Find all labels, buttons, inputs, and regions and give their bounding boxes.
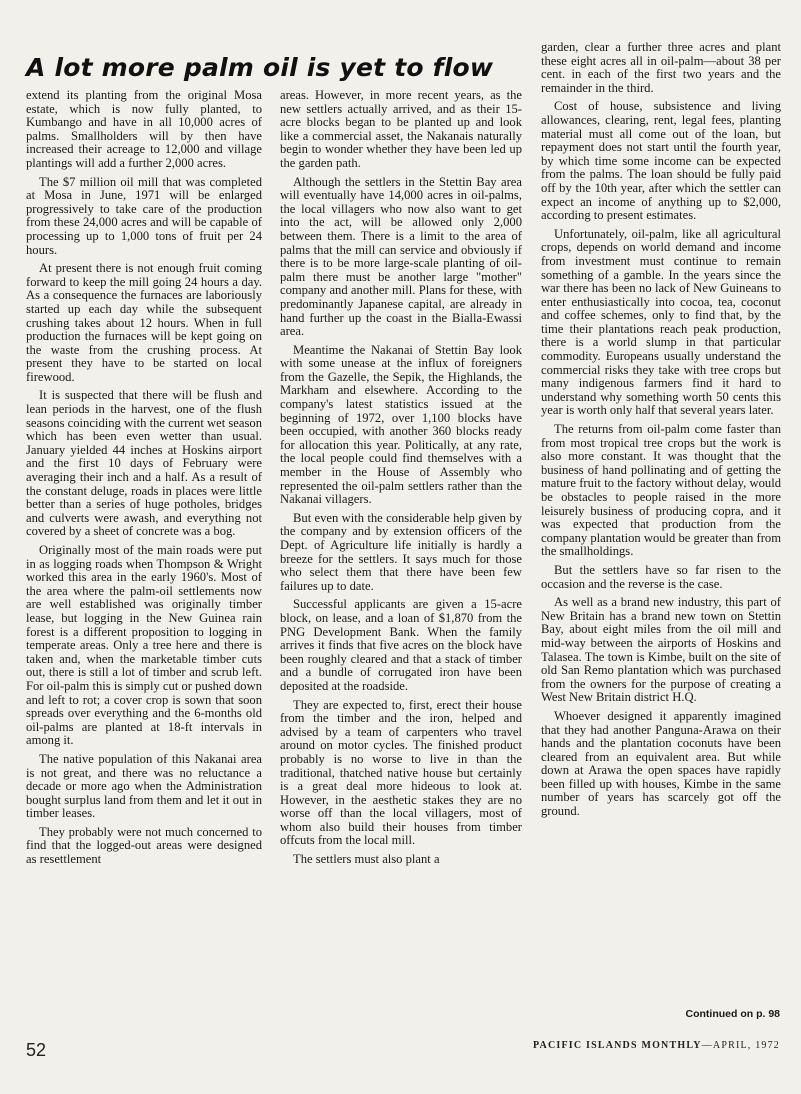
running-footer xyxy=(470,1040,780,1051)
paragraph: The native population of this Nakanai area is not great, and there was no reluctance a decade or more ago when the Administration bought surplus land from them and let it out in timber leases. xyxy=(26,751,262,821)
paragraph: Cost of house, subsistence and living allowances, clearing, rent, legal fees, planting material must all come out of the loan, but repayment does not start until the fourth year, by which time some income can be expected from the palms. The loan should be fully paid off by the 10th year, after which the settler can expect an income of anything up to $2,000, according to present estimates. xyxy=(541,99,781,223)
paragraph: It is suspected that there will be flush and lean periods in the harvest, one of the flush seasons coinciding with the current wet season which has been even wetter than usual. January yielded 44 inches at Hoskins airport and the first 10 days of February were averaging their inch and a half. As a result of the constant deluge, roads in places were little better than a series of huge potholes, bridges and culverts were awash, and everything not covered by a sheet of concrete was a bog. xyxy=(26,388,262,539)
column-2 xyxy=(280,89,522,1029)
paragraph: The returns from oil-palm come faster than from most tropical tree crops but the work is also more constant. It was thought that the business of hand pollinating and of getting the mature fruit to the factory without delay, would be obstacles to people raised in the more leisurely business of producing copra, and it was expected that production from the company plantation would be greater than from the smallholdings. xyxy=(541,422,781,559)
paragraph: They are expected to, first, erect their house from the timber and the iron, helped and advised by a team of carpenters who travel around on motor cycles. The finished product probably is no worse to live in than the traditional, thatched native house but certainly is a great deal more hideous to look at. However, in the aesthetic stakes they are no worse off than the local villagers, most of whom also build their houses from timber offcuts from the local mill. xyxy=(280,697,522,848)
column-3 xyxy=(541,41,781,1009)
paragraph: But even with the considerable help given by the company and by extension officers of the Dept. of Agriculture life initially is hardly a breeze for the settlers. It says much for those who select them that there have been few failures up to date. xyxy=(280,510,522,593)
issue-date: —APRIL, 1972 xyxy=(701,1040,780,1051)
paragraph: At present there is not enough fruit coming forward to keep the mill going 24 hours a day. As a consequence the furnaces are laboriously started up each day while the subsequent crushing takes about 12 hours. When in full production the furnaces will be kept going on the waste from the crushing process. At present they have to be started on local firewood. xyxy=(26,261,262,384)
paragraph: But the settlers have so far risen to the occasion and the reverse is the case. xyxy=(541,562,781,591)
paragraph: extend its planting from the original Mosa estate, which is now fully planted, to Kumbango and have in all 10,000 acres of palms. Smallholders will by then have increased their acreage to 12,000 and village plantings will add a further 2,000 acres. xyxy=(26,89,262,170)
magazine-name: PACIFIC ISLANDS MONTHLY xyxy=(532,1040,702,1051)
page-number: 52 xyxy=(26,1040,47,1060)
paragraph: Successful applicants are given a 15-acre block, on lease, and a loan of $1,870 from the PNG Development Bank. When the family arrives it finds that five acres on the block have been roughly cleared and that a stack of timber and a bundle of corrugated iron have been deposited at the roadside. xyxy=(280,597,522,693)
paragraph: areas. However, in more recent years, as the new settlers actually arrived, and as their 15-acre blocks began to be planted up and look like a commercial asset, the Nakanais naturally begin to wonder whether they have been led up the garden path. xyxy=(280,89,522,170)
paragraph: They probably were not much concerned to find that the logged-out areas were designed as resettlement xyxy=(26,824,262,867)
paragraph: Originally most of the main roads were put in as logging roads when Thompson & Wright worked this area in the early 1960's. Most of the area where the palm-oil settlements now are well established was originally timber lease, but logging in the New Guinea rain forest is a different proposition to logging in temperate areas. Only a tree here and there is taken and, when the marketable timber cuts out, there is still a lot of timber and scrub left. For oil-palm this is simply cut or pushed down and left to rot; a cover crop is sown that soon spreads over everything and the 6-months old oil-palms are planted at 18-ft intervals in among it. xyxy=(26,543,262,748)
paragraph: The settlers must also plant a xyxy=(293,852,440,867)
paragraph: garden, clear a further three acres and plant these eight acres all in oil-palm—about 38 per cent. in each of the first two years and the remainder in the third. xyxy=(541,41,781,95)
paragraph: Unfortunately, oil-palm, like all agricultural crops, depends on world demand and income from investment must continue to remain something of a gamble. In the years since the war there has been no lack of New Guineans to enter enthusiastically into cocoa, tea, coconut and coffee schemes, only to find that, by the time their plantations reach peak production, there is a world slump in that particular commodity. Europeans usually understand the commercial risks they take with tree crops but many indigenous farmers find it hard to understand why something worth 50 cents this year is worth only half that several years later. xyxy=(541,226,781,418)
continued-note: Continued on p. 98 xyxy=(685,1008,780,1020)
paragraph: Although the settlers in the Stettin Bay area will eventually have 14,000 acres in oil-palms, the local villagers who now also want to get into the act, will be allowed only 2,000 between them. There is a limit to the area of palms that the mill can service and obviously if there is to be more large-scale planting of oil-palm there must be another large "mother" company and another mill. Plans for these, with predominantly Japanese capital, are already in hand further up the coast in the Bialla-Ewassi area. xyxy=(280,174,522,339)
paragraph: Meantime the Nakanai of Stettin Bay look with some unease at the influx of foreigners from the Gazelle, the Sepik, the Highlands, the Markham and elsewhere. According to the company's latest statistics issued at the beginning of 1972, over 1,100 blocks have been occupied, with another 360 blocks ready for allocation this year. Politically, at any rate, the local people could find themselves with a member in the House of Assembly who represented the oil-palm settlers rather than the Nakanai villagers. xyxy=(280,342,522,507)
paragraph: The $7 million oil mill that was completed at Mosa in June, 1971 will be enlarged progressively to take care of the production from these 24,000 acres and will be capable of processing up to 1,000 tons of fruit per 24 hours. xyxy=(26,174,262,257)
headline: A lot more palm oil is yet to flow xyxy=(26,52,494,82)
paragraph: Whoever designed it apparently imagined that they had another Panguna-Arawa on their hands and the plantation coconuts have been cleared from an equivalent area. But while down at Arawa the open spaces have rapidly been filled up with houses, Kimbe in the same number of years has scarcely got off the ground. xyxy=(541,708,781,819)
paragraph: As well as a brand new industry, this part of New Britain has a brand new town on Stettin Bay, about eight miles from the oil mill and mid-way between the airports of Hoskins and Talasea. The town is Kimbe, built on the site of old San Remo plantation which was purchased from the owners for the purpose of creating a West New Britain district H.Q. xyxy=(541,595,781,705)
column-1 xyxy=(26,89,262,1029)
